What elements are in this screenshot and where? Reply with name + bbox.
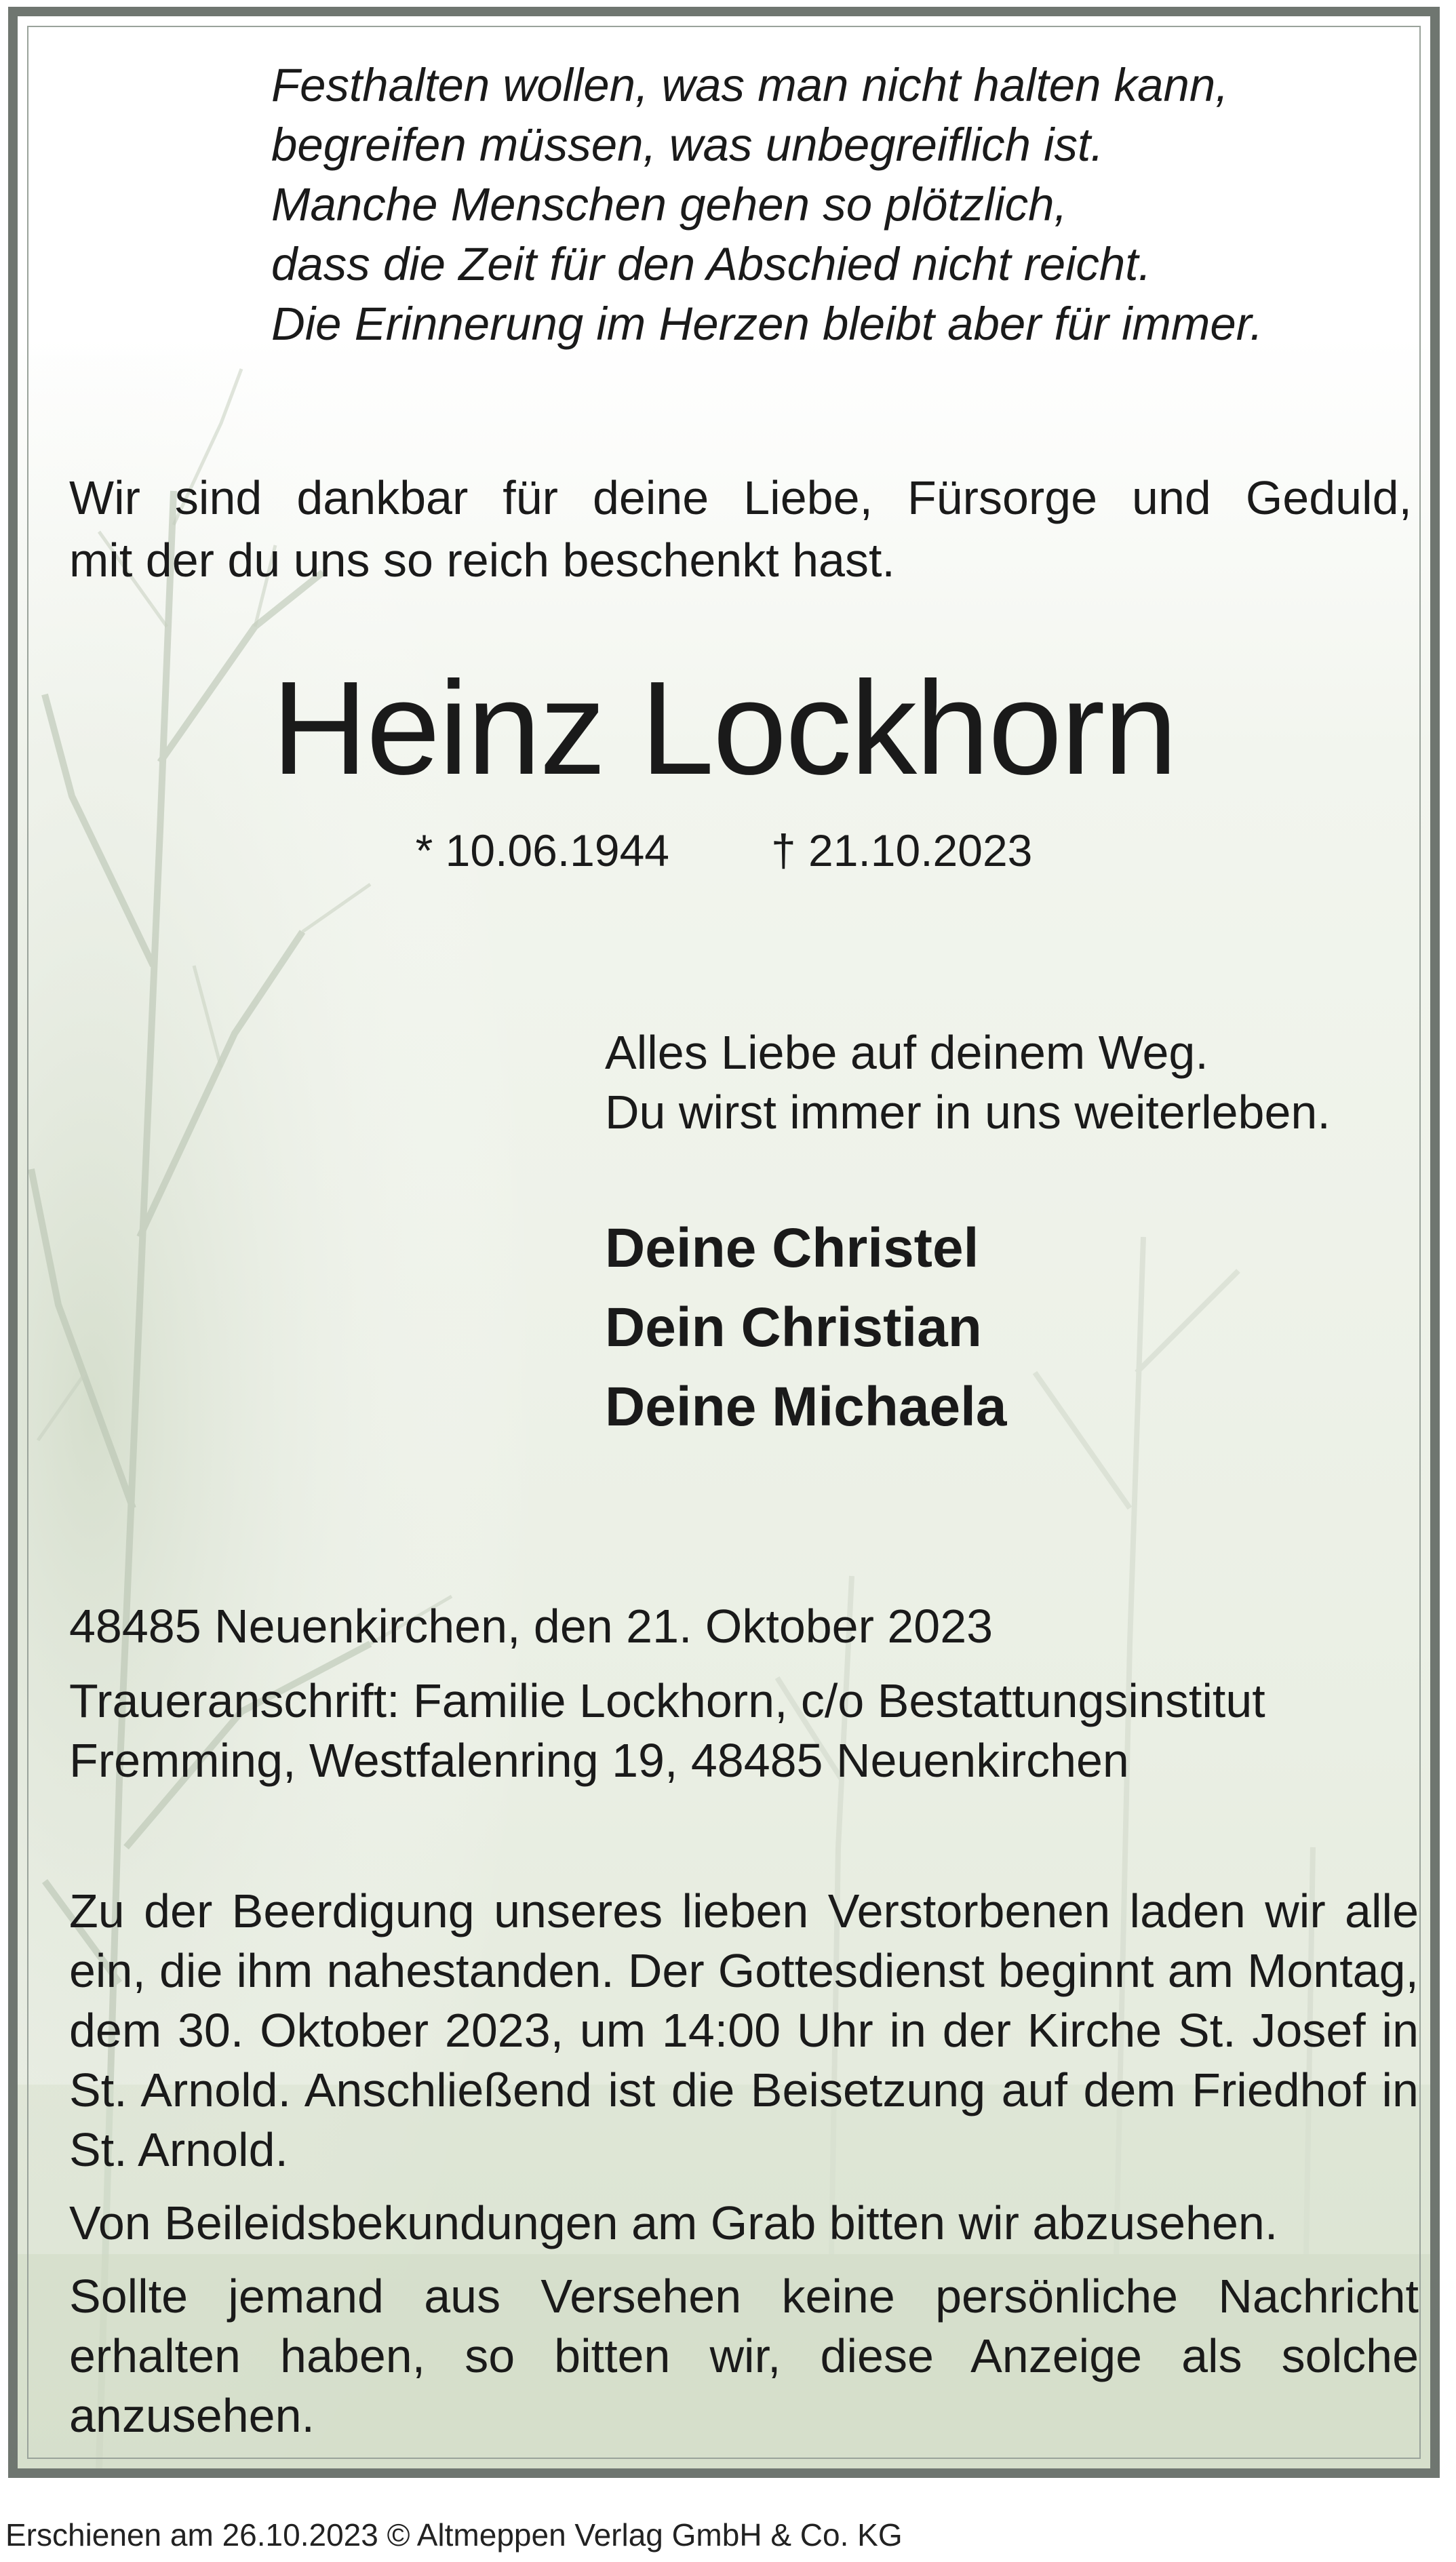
mourner-name: Deine Christel (605, 1217, 979, 1279)
funeral-notice (69, 1881, 1419, 2459)
death-date: † 21.10.2023 (770, 825, 1033, 875)
condolence-paragraph: Von Beileidsbekundungen am Grab bitten wir abzusehen. (69, 2196, 1278, 2249)
poem (271, 56, 1263, 354)
thanks-text (69, 467, 1412, 591)
birth-date: * 10.06.1944 (415, 825, 669, 875)
wish-line: Alles Liebe auf deinem Weg. (605, 1026, 1208, 1079)
deceased-name: Heinz Lockhorn (271, 654, 1177, 802)
mourner-name: Deine Michaela (605, 1376, 1007, 1438)
publication-footer: Erschienen am 26.10.2023 © Altmeppen Verlag GmbH & Co. KG (5, 2517, 903, 2553)
notice-paragraph: Sollte jemand aus Versehen keine persönliche Nachricht erhalten haben, so bitten wir, diese Anzeige als solche anzusehen. (69, 2270, 1419, 2442)
poem-line: begreifen müssen, was unbegreiflich ist. (271, 119, 1104, 171)
poem-line: Die Erinnerung im Herzen bleibt aber für immer. (271, 298, 1263, 350)
mourning-address (69, 1671, 1265, 1790)
funeral-paragraph: Zu der Beerdigung unseres lieben Verstorbenen laden wir alle ein, die ihm nahestanden. Der Gottesdienst beginnt am Montag, dem 30. Oktober 2023, um 14:00 Uhr in der Kirche St. Josef in St. Arnold. Anschließend ist die Beisetzung auf dem Friedhof in St. Arnold. (69, 1885, 1419, 2176)
obituary-frame (8, 7, 1440, 2478)
poem-line: Manche Menschen gehen so plötzlich, (271, 178, 1067, 231)
poem-line: Festhalten wollen, was man nicht halten kann, (271, 59, 1229, 111)
address-line: Traueranschrift: Familie Lockhorn, c/o Bestattungsinstitut (69, 1674, 1265, 1727)
life-dates (18, 823, 1430, 878)
thanks-line: mit der du uns so reich beschenkt hast. (69, 534, 895, 587)
place-date: 48485 Neuenkirchen, den 21. Oktober 2023 (69, 1600, 993, 1653)
thanks-line: Wir sind dankbar für deine Liebe, Fürsorge und Geduld, (69, 471, 1412, 524)
farewell-wish (605, 1023, 1331, 1142)
mourner-name: Dein Christian (605, 1297, 982, 1358)
poem-line: dass die Zeit für den Abschied nicht reicht. (271, 238, 1152, 290)
wish-line: Du wirst immer in uns weiterleben. (605, 1086, 1331, 1139)
address-line: Fremming, Westfalenring 19, 48485 Neuenkirchen (69, 1734, 1129, 1787)
obituary-content (18, 16, 1430, 2468)
mourners-list (605, 1208, 1006, 1446)
